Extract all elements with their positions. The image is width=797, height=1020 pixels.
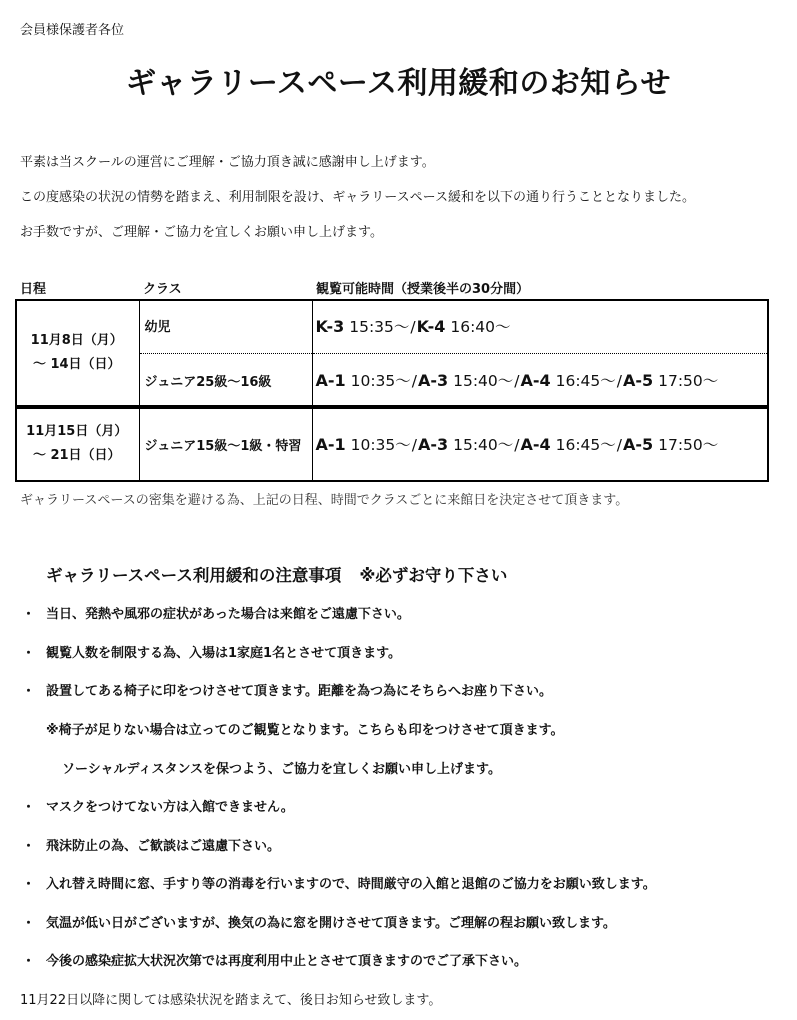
rule-text: 飛沫防止の為、ご歓談はご遠慮下さい。 — [46, 839, 281, 854]
rules-heading: ギャラリースペース利用緩和の注意事項 — [46, 566, 342, 585]
schedule-table — [15, 299, 769, 481]
slot-separator: / — [514, 436, 520, 455]
slot-separator: / — [411, 372, 417, 390]
class-code: A-4 — [520, 371, 551, 390]
class-code: A-1 — [315, 435, 346, 455]
intro-line: お手数ですが、ご理解・ご協力を宜しくお願い申し上げます。 — [20, 225, 383, 240]
rules-must-notice: ※必ずお守り下さい — [359, 566, 508, 585]
bullet-icon: ・ — [22, 607, 36, 622]
list-item — [22, 950, 35, 969]
date-end: ～ 21日（日） — [32, 448, 121, 464]
rule-text: マスクをつけてない方は入館できません。 — [46, 800, 294, 815]
rule-text: ※椅子が足りない場合は立ってのご観覧となります。こちらも印をつけさせて頂きます。 — [46, 723, 564, 738]
start-time: 15:40～ — [453, 372, 514, 390]
addressee: 会員様保護者各位 — [20, 23, 125, 38]
time-cell — [312, 353, 769, 407]
bullet-icon: ・ — [22, 800, 36, 815]
list-item — [22, 603, 35, 622]
footer-note: 11月22日以降に関しては感染状況を踏まえて、後日お知らせ致します。 — [20, 993, 442, 1008]
start-time: 15:40～ — [453, 436, 514, 455]
class-cell: 幼児 — [139, 299, 312, 353]
start-time: 10:35～ — [350, 372, 411, 390]
rule-text: 気温が低い日がございますが、換気の為に窓を開けさせて頂きます。ご理解の程お願い致します。 — [46, 916, 616, 931]
list-item — [22, 680, 35, 699]
bullet-icon: ・ — [22, 684, 36, 699]
date-start: 11月15日（月） — [26, 424, 128, 440]
intro-line: この度感染の状況の情勢を踏まえ、利用制限を設け、ギャラリースペース緩和を以下の通り行うこととなりました。 — [20, 190, 695, 205]
rule-text: 観覧人数を制限する為、入場は1家庭1名とさせて頂きます。 — [46, 646, 402, 661]
class-cell: ジュニア25級～16級 — [139, 353, 312, 407]
table-header-date: 日程 — [20, 282, 47, 297]
slot-separator: / — [616, 372, 622, 390]
table-row — [15, 407, 769, 481]
start-time: 16:45～ — [555, 436, 616, 455]
class-cell: ジュニア15級～1級・特習 — [139, 407, 312, 481]
after-table-note: ギャラリースペースの密集を避ける為、上記の日程、時間でクラスごとに来館日を決定させて頂きます。 — [20, 493, 629, 508]
slot-separator: / — [410, 317, 416, 336]
bullet-icon: ・ — [22, 839, 36, 854]
slot-separator: / — [411, 436, 417, 455]
class-code: A-1 — [315, 371, 346, 390]
table-row — [15, 299, 769, 353]
rule-text: 当日、発熱や風邪の症状があった場合は来館をご遠慮下さい。 — [46, 607, 410, 622]
time-cell — [312, 299, 769, 353]
date-range-cell — [15, 407, 139, 481]
date-start: 11月8日（月） — [30, 332, 123, 348]
time-cell — [312, 407, 769, 481]
table-header-time: 観覧可能時間（授業後半の30分間） — [316, 282, 530, 297]
bullet-icon: ・ — [22, 954, 36, 969]
class-code: A-5 — [623, 435, 654, 455]
bullet-icon: ・ — [22, 646, 36, 661]
class-code: A-5 — [623, 371, 654, 390]
list-item — [22, 835, 35, 854]
list-item — [22, 873, 35, 892]
date-end: ～ 14日（日） — [32, 356, 121, 372]
list-item — [22, 642, 35, 661]
slot-separator: / — [514, 372, 520, 390]
class-code: K-4 — [416, 316, 446, 336]
bullet-icon: ・ — [22, 916, 36, 931]
rule-text: ソーシャルディスタンスを保つよう、ご協力を宜しくお願い申し上げます。 — [62, 762, 502, 777]
rule-text: 今後の感染症拡大状況次第では再度利用中止とさせて頂きますのでご了承下さい。 — [46, 954, 528, 969]
class-code: A-3 — [418, 435, 449, 455]
intro-line: 平素は当スクールの運営にご理解・ご協力頂き誠に感謝申し上げます。 — [20, 155, 435, 170]
table-header-class: クラス — [143, 282, 182, 297]
class-code: A-4 — [520, 435, 551, 455]
start-time: 16:45～ — [555, 372, 616, 390]
rules-title — [46, 562, 507, 586]
class-code: A-3 — [418, 371, 449, 390]
page-title: ギャラリースペース利用緩和のお知らせ — [125, 66, 672, 101]
start-time: 17:50～ — [658, 436, 719, 455]
start-time: 17:50～ — [658, 372, 719, 390]
list-item — [22, 912, 35, 931]
bullet-icon: ・ — [22, 877, 36, 892]
list-item — [22, 796, 35, 815]
date-range-cell — [15, 299, 139, 407]
rule-text: 設置してある椅子に印をつけさせて頂きます。距離を為つ為にそちらへお座り下さい。 — [46, 684, 552, 699]
start-time: 15:35～ — [349, 317, 410, 336]
start-time: 10:35～ — [350, 436, 411, 455]
rule-text: 入れ替え時間に窓、手すり等の消毒を行いますので、時間厳守の入館と退館のご協力をお願い致します。 — [46, 877, 656, 892]
class-code: K-3 — [315, 316, 345, 336]
start-time: 16:40～ — [450, 317, 511, 336]
slot-separator: / — [616, 436, 622, 455]
